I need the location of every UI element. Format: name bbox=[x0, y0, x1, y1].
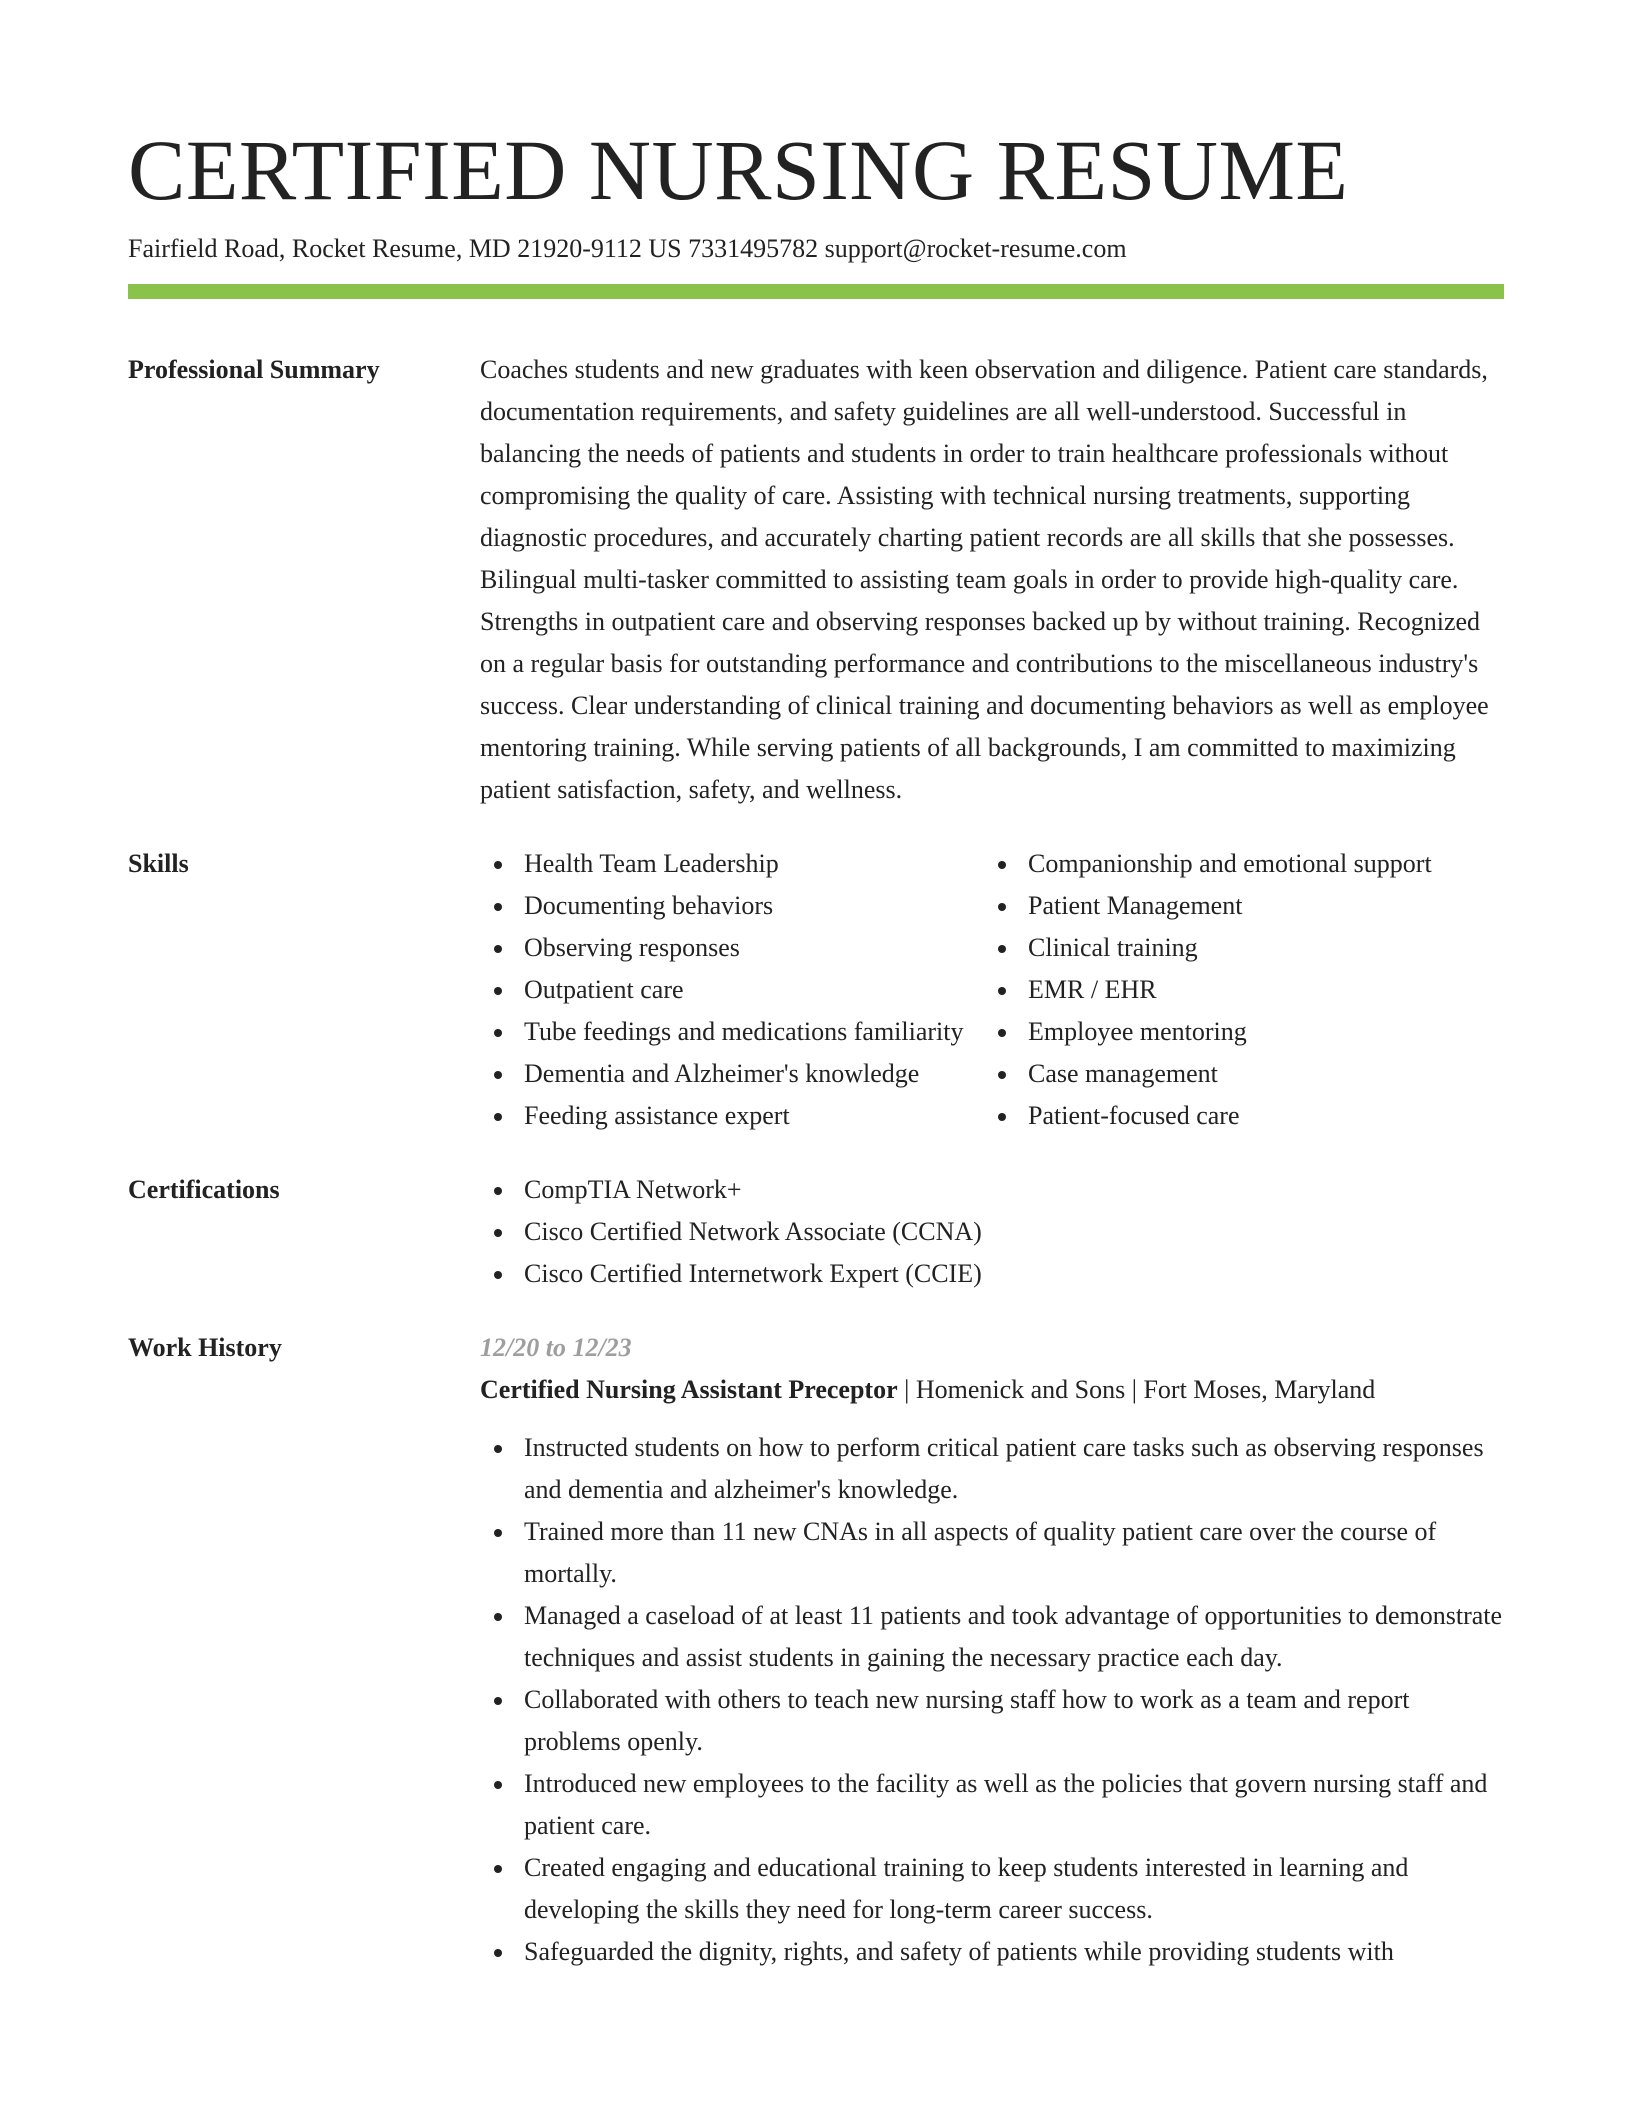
list-item: Collaborated with others to teach new nursing staff how to work as a team and report problems openly. bbox=[480, 1679, 1504, 1763]
list-item: EMR / EHR bbox=[984, 969, 1504, 1011]
contact-line: Fairfield Road, Rocket Resume, MD 21920-9112 US 7331495782 support@rocket-resume.com bbox=[128, 234, 1127, 263]
list-item: Patient Management bbox=[984, 885, 1504, 927]
skills-column-left bbox=[480, 843, 984, 1137]
list-item: Employee mentoring bbox=[984, 1011, 1504, 1053]
summary-text: Coaches students and new graduates with keen observation and diligence. Patient care standards, documentation requirements, and safety guidelines are all well-understood. Successful in balancing the needs of patients and students in order to train healthcare professionals without compromising the quality of care. Assisting with technical nursing treatments, supporting diagnostic procedures, and accurately charting patient records are all skills that she possesses. Bilingual multi-tasker committed to assisting team goals in order to provide high-quality care. Strengths in outpatient care and observing responses backed up by without training. Recognized on a regular basis for outstanding performance and contributions to the miscellaneous industry's success. Clear understanding of clinical training and documenting behaviors as well as employee mentoring training. While serving patients of all backgrounds, I am committed to maximizing patient satisfaction, safety, and wellness. bbox=[480, 355, 1489, 804]
work-history-body bbox=[480, 1327, 1504, 1973]
work-history-section bbox=[128, 1327, 1504, 1973]
list-item: Dementia and Alzheimer's knowledge bbox=[480, 1053, 984, 1095]
section-label: Work History bbox=[128, 1333, 282, 1362]
job-title: Certified Nursing Assistant Preceptor bbox=[480, 1375, 898, 1404]
skills-section bbox=[128, 843, 1504, 1137]
resume-title: CERTIFIED NURSING RESUME bbox=[128, 122, 1349, 218]
list-item: Trained more than 11 new CNAs in all aspects of quality patient care over the course of mortally. bbox=[480, 1511, 1504, 1595]
skills-columns bbox=[480, 843, 1504, 1137]
list-item: CompTIA Network+ bbox=[480, 1169, 1504, 1211]
list-item: Safeguarded the dignity, rights, and safety of patients while providing students with bbox=[480, 1931, 1504, 1973]
list-item: Patient-focused care bbox=[984, 1095, 1504, 1137]
professional-summary-section bbox=[128, 349, 1504, 811]
list-item: Companionship and emotional support bbox=[984, 843, 1504, 885]
list-item: Clinical training bbox=[984, 927, 1504, 969]
list-item: Case management bbox=[984, 1053, 1504, 1095]
certifications-body bbox=[480, 1169, 1504, 1295]
section-label: Professional Summary bbox=[128, 355, 380, 384]
section-label: Skills bbox=[128, 849, 189, 878]
list-item: Cisco Certified Internetwork Expert (CCIE) bbox=[480, 1253, 1504, 1295]
job-heading bbox=[480, 1369, 1504, 1411]
list-item: Health Team Leadership bbox=[480, 843, 984, 885]
list-item: Feeding assistance expert bbox=[480, 1095, 984, 1137]
list-item: Tube feedings and medications familiarity bbox=[480, 1011, 984, 1053]
job-duties-list bbox=[480, 1427, 1504, 1973]
list-item: Cisco Certified Network Associate (CCNA) bbox=[480, 1211, 1504, 1253]
resume-page bbox=[128, 118, 1504, 1973]
list-item: Managed a caseload of at least 11 patients and took advantage of opportunities to demonstrate techniques and assist students in gaining the necessary practice each day. bbox=[480, 1595, 1504, 1679]
section-label: Certifications bbox=[128, 1175, 280, 1204]
list-item: Observing responses bbox=[480, 927, 984, 969]
list-item: Introduced new employees to the facility as well as the policies that govern nursing staff and patient care. bbox=[480, 1763, 1504, 1847]
list-item: Instructed students on how to perform critical patient care tasks such as observing responses and dementia and alzheimer's knowledge. bbox=[480, 1427, 1504, 1511]
skills-column-right bbox=[984, 843, 1504, 1137]
job-dates: 12/20 to 12/23 bbox=[480, 1333, 632, 1362]
list-item: Outpatient care bbox=[480, 969, 984, 1011]
list-item: Created engaging and educational training to keep students interested in learning and developing the skills they need for long-term career success. bbox=[480, 1847, 1504, 1931]
skills-list-right bbox=[984, 843, 1504, 1137]
skills-list-left bbox=[480, 843, 984, 1137]
job-details: | Homenick and Sons | Fort Moses, Maryland bbox=[897, 1375, 1376, 1404]
certifications-section bbox=[128, 1169, 1504, 1295]
accent-divider bbox=[128, 284, 1504, 299]
list-item: Documenting behaviors bbox=[480, 885, 984, 927]
certifications-list bbox=[480, 1169, 1504, 1295]
